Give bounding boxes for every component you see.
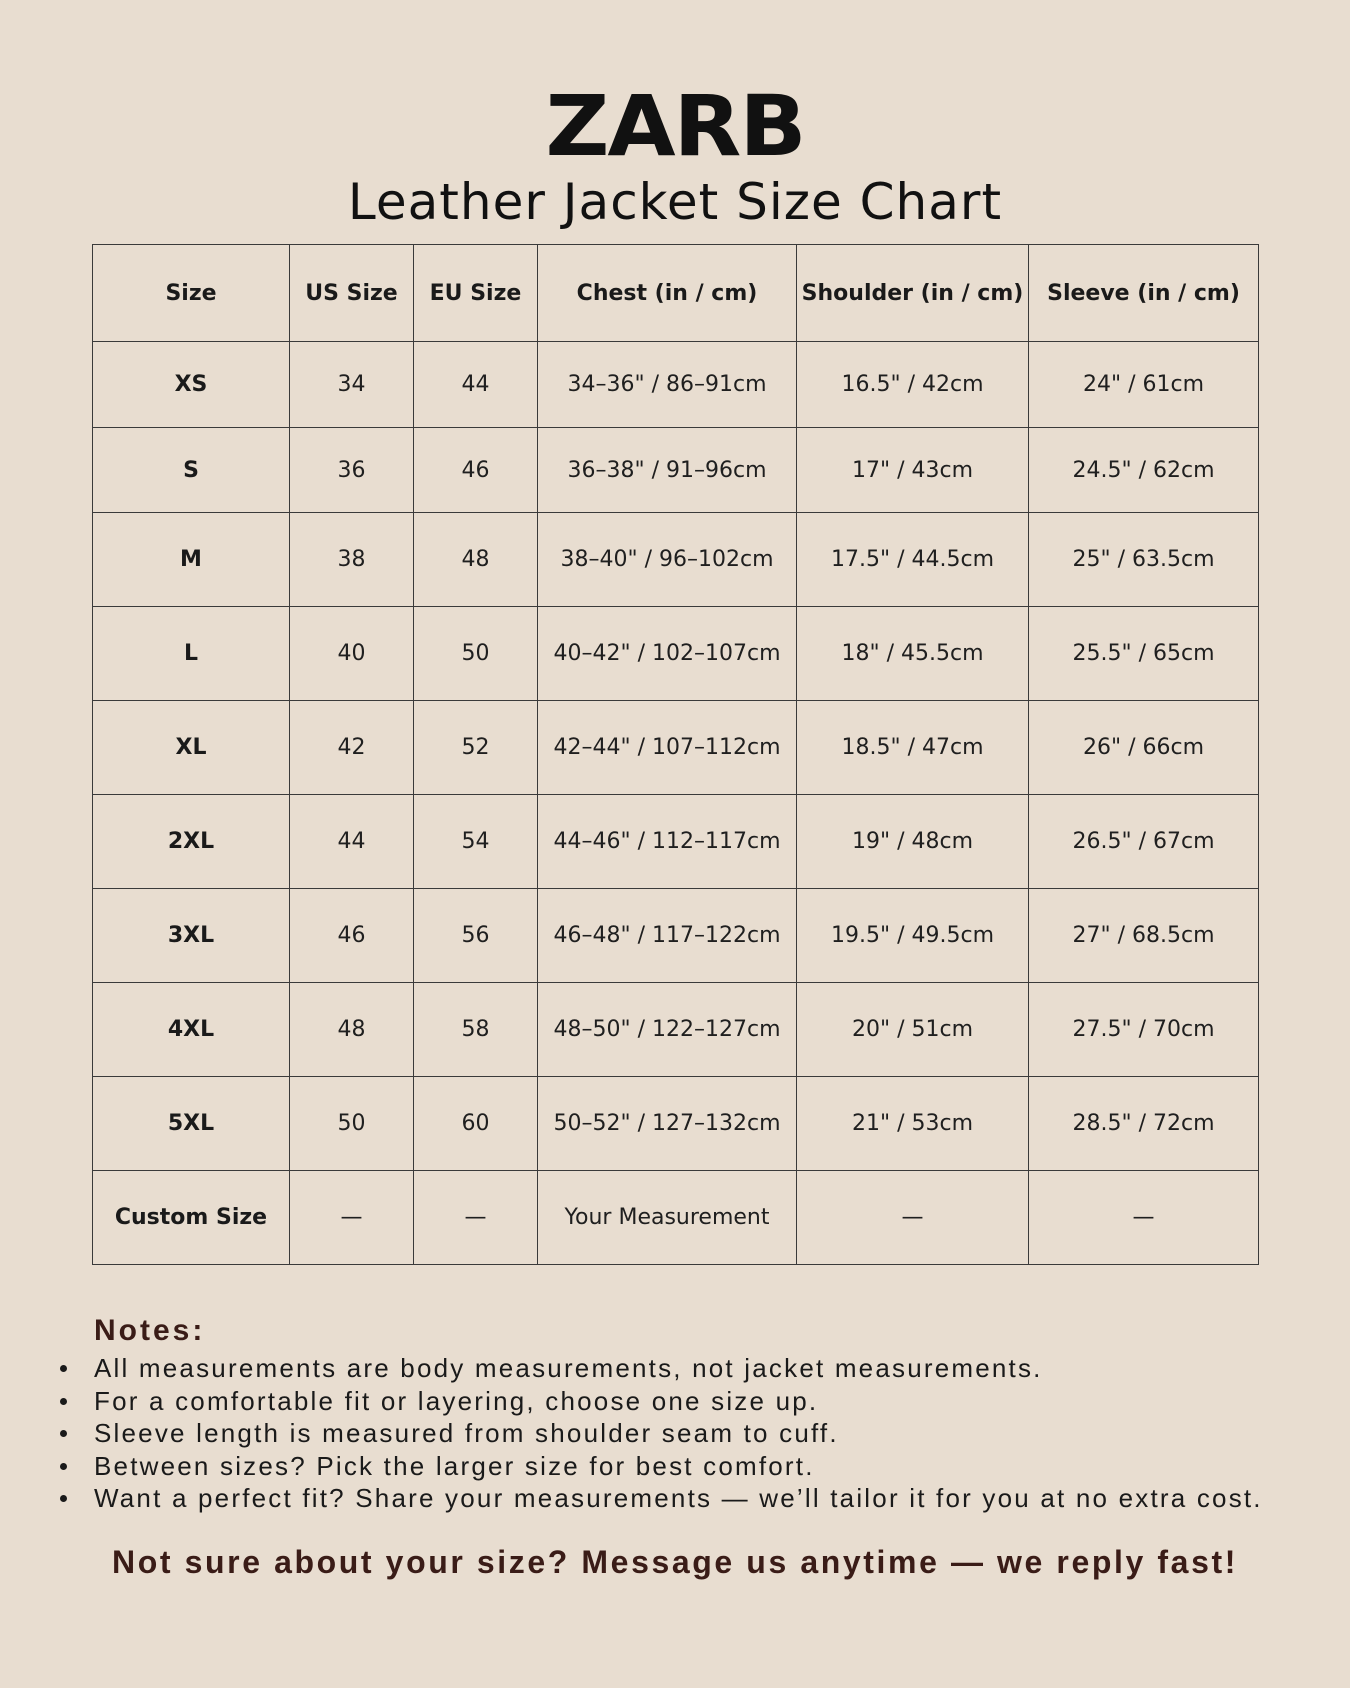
table-cell: — [797,1171,1029,1265]
size-cell: XS [93,342,290,428]
table-cell: 50–52" / 127–132cm [538,1077,797,1171]
column-header: US Size [290,245,414,342]
notes-section [56,1312,1316,1515]
table-cell: 34 [290,342,414,428]
header [0,77,1350,232]
table-cell: 60 [414,1077,538,1171]
table-row [93,983,1259,1077]
list-item [56,1482,1316,1515]
size-cell: L [93,607,290,701]
table-cell: 50 [414,607,538,701]
table-cell: 27" / 68.5cm [1029,889,1259,983]
list-item [56,1450,1316,1483]
table-cell: 48–50" / 122–127cm [538,983,797,1077]
notes-list [56,1352,1316,1515]
table-cell: 19" / 48cm [797,795,1029,889]
table-row [93,342,1259,428]
size-cell: 4XL [93,983,290,1077]
table-cell: 58 [414,983,538,1077]
column-header: Sleeve (in / cm) [1029,245,1259,342]
column-header: Chest (in / cm) [538,245,797,342]
table-cell: 19.5" / 49.5cm [797,889,1029,983]
table-cell: 44–46" / 112–117cm [538,795,797,889]
size-cell: M [93,513,290,607]
table-cell: 17.5" / 44.5cm [797,513,1029,607]
table-cell: 25" / 63.5cm [1029,513,1259,607]
table-cell: 44 [414,342,538,428]
table-cell: 54 [414,795,538,889]
table-cell: 46 [290,889,414,983]
table-row [93,607,1259,701]
table-row [93,513,1259,607]
bullet-icon [60,1398,67,1405]
note-text: All measurements are body measurements, not jacket measurements. [94,1353,1043,1383]
table-row [93,1077,1259,1171]
table-cell: 48 [414,513,538,607]
table-row [93,889,1259,983]
table-cell: 27.5" / 70cm [1029,983,1259,1077]
table-cell: 26" / 66cm [1029,701,1259,795]
table-cell: 46–48" / 117–122cm [538,889,797,983]
table-cell: 46 [414,428,538,513]
table-cell: 21" / 53cm [797,1077,1029,1171]
table-cell: 38–40" / 96–102cm [538,513,797,607]
size-cell: 5XL [93,1077,290,1171]
table-cell: 56 [414,889,538,983]
table-cell: 42 [290,701,414,795]
page-title: Leather Jacket Size Chart [347,173,1003,231]
table-cell: 18.5" / 47cm [797,701,1029,795]
table-header-row [93,245,1259,342]
list-item [56,1352,1316,1385]
table-cell: 38 [290,513,414,607]
table-cell: 34–36" / 86–91cm [538,342,797,428]
brand-logo: ZARB [545,77,805,175]
size-cell: 2XL [93,795,290,889]
table-row [93,428,1259,513]
table-cell: 16.5" / 42cm [797,342,1029,428]
table-cell: 40–42" / 102–107cm [538,607,797,701]
table-cell: 17" / 43cm [797,428,1029,513]
table-cell: 24.5" / 62cm [1029,428,1259,513]
table-cell: 36 [290,428,414,513]
column-header: Size [93,245,290,342]
table-cell: 44 [290,795,414,889]
size-chart-table [92,244,1259,1265]
size-cell: XL [93,701,290,795]
table-cell: 36–38" / 91–96cm [538,428,797,513]
note-text: Between sizes? Pick the larger size for best comfort. [94,1450,815,1481]
size-cell: Custom Size [93,1171,290,1265]
bullet-icon [60,1495,67,1502]
note-text: Want a perfect fit? Share your measurements — we’ll tailor it for you at no extra cost. [94,1483,1263,1513]
size-cell: S [93,428,290,513]
column-header: Shoulder (in / cm) [797,245,1029,342]
table-cell: 28.5" / 72cm [1029,1077,1259,1171]
table-cell: — [1029,1171,1259,1265]
table-row [93,795,1259,889]
list-item [56,1385,1316,1418]
table-cell: — [290,1171,414,1265]
table-cell: 25.5" / 65cm [1029,607,1259,701]
table-cell: 52 [414,701,538,795]
table-cell: — [414,1171,538,1265]
table-cell: 50 [290,1077,414,1171]
note-text: Sleeve length is measured from shoulder seam to cuff. [94,1418,839,1448]
bullet-icon [60,1430,67,1437]
notes-heading: Notes: [94,1314,206,1347]
note-text: For a comfortable fit or layering, choose one size up. [94,1385,819,1416]
cta-message: Not sure about your size? Message us anytime — we reply fast! [112,1544,1238,1580]
table-cell: 26.5" / 67cm [1029,795,1259,889]
table-row [93,1171,1259,1265]
table-cell: 40 [290,607,414,701]
list-item [56,1417,1316,1450]
column-header: EU Size [414,245,538,342]
table-row [93,701,1259,795]
bullet-icon [60,1365,67,1372]
bullet-icon [60,1463,67,1470]
table-cell: 24" / 61cm [1029,342,1259,428]
table-cell: Your Measurement [538,1171,797,1265]
table-cell: 48 [290,983,414,1077]
size-cell: 3XL [93,889,290,983]
table-cell: 42–44" / 107–112cm [538,701,797,795]
table-cell: 20" / 51cm [797,983,1029,1077]
table-cell: 18" / 45.5cm [797,607,1029,701]
